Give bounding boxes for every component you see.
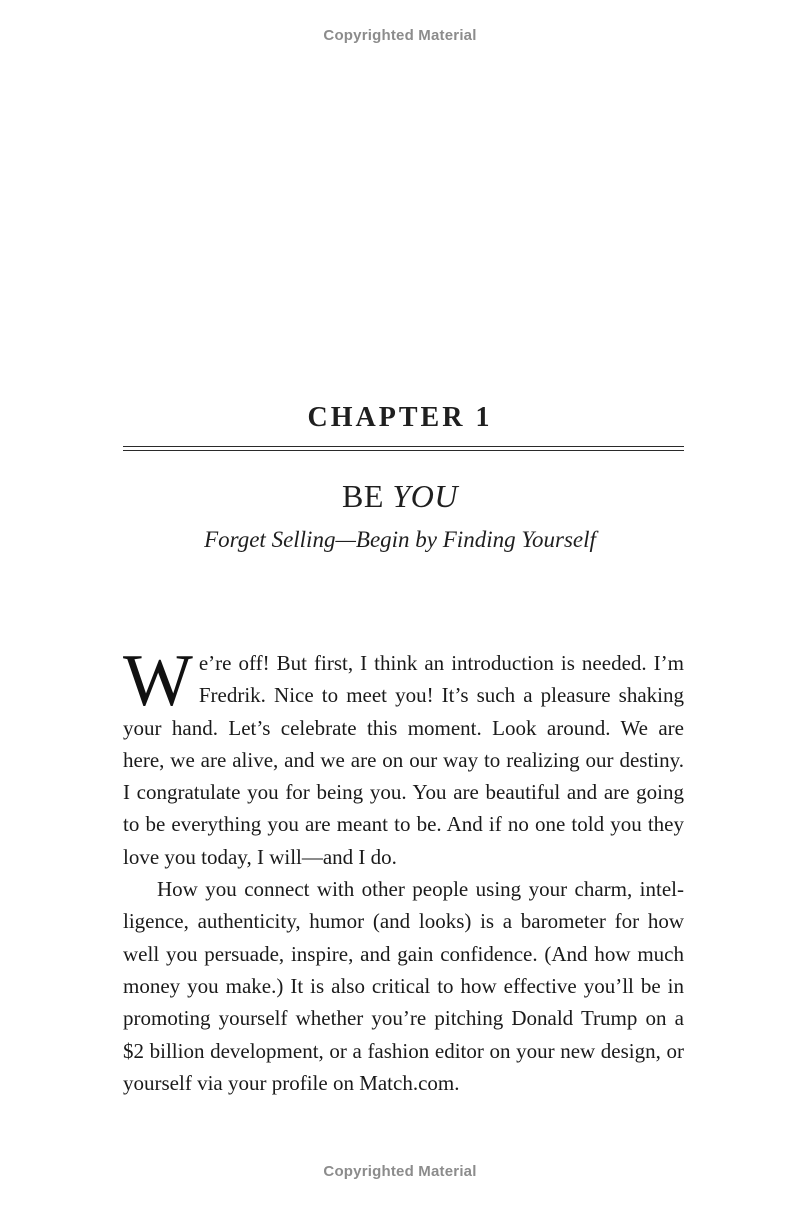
paragraph-1 xyxy=(123,640,684,873)
chapter-title xyxy=(0,478,800,515)
copyright-watermark-bottom: Copyrighted Material xyxy=(323,1163,477,1180)
chapter-subtitle: Forget Selling—Begin by Finding Yourself xyxy=(204,527,596,552)
paragraph-1-text: e’re off! But first, I think an introduction is needed. I’m Fredrik. Nice to meet you! It’s such a pleasure shaking your hand. Let’s celebrate this moment. Look around. We are here, we are alive, and we are on our way to realizing our destiny. I congratulate you for being you. You are beautiful and are going to be everything you are meant to be. And if no one told you they love you today, I will—and I do. xyxy=(123,651,684,869)
chapter-label: CHAPTER 1 xyxy=(307,402,493,433)
chapter-title-plain: BE xyxy=(342,478,393,514)
drop-cap: W xyxy=(123,640,193,722)
paragraph-2: How you connect with other people using your charm, intelligence, authenticity, humor (and looks) is a barometer for how well you persuade, inspire, and gain confidence. (And how much money you make.) It is also critical to how effective you’ll be in promoting yourself whether you’re pitching Donald Trump on a $2 billion development, or a fashion editor on your new design, or yourself via your profile on Match.com. xyxy=(123,877,684,1095)
copyright-watermark-top: Copyrighted Material xyxy=(323,27,477,44)
chapter-divider xyxy=(123,446,684,451)
chapter-title-italic: YOU xyxy=(392,478,458,514)
body-text xyxy=(123,640,684,1099)
